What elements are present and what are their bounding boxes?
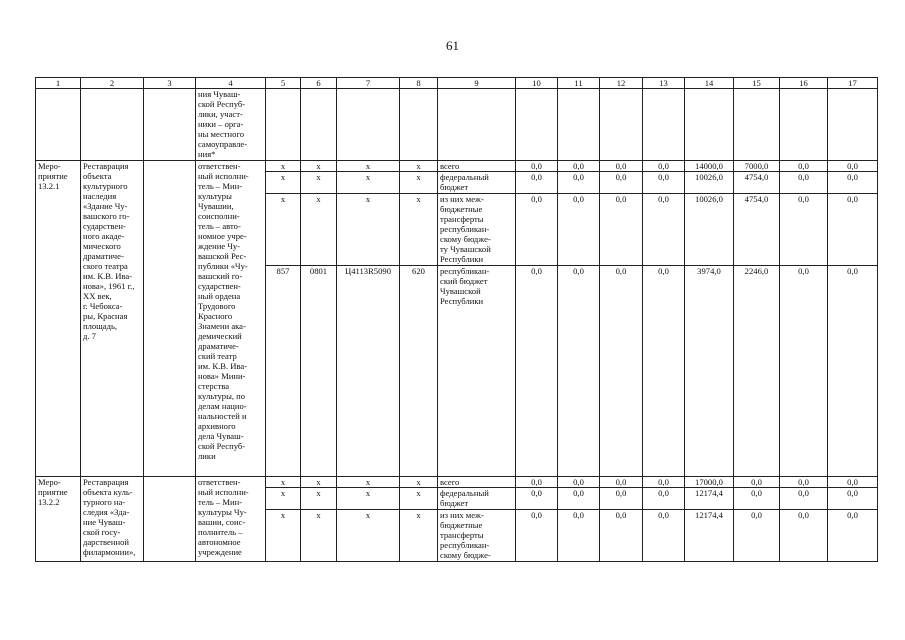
- cell-value: 0,0: [558, 266, 600, 477]
- cell-source: из них меж- бюджетные трансферты республикан- скому бюдже- ту Чувашской Республики: [438, 194, 516, 266]
- cell-source: республикан- ский бюджет Чувашской Республики: [438, 266, 516, 477]
- column-number: 2: [81, 78, 144, 89]
- cell-value: 0,0: [780, 266, 828, 477]
- cell-section: x: [301, 488, 337, 510]
- column-number: 12: [600, 78, 643, 89]
- cell-value: 3974,0: [685, 266, 734, 477]
- cell-value: 0,0: [643, 172, 685, 194]
- cell-value: 0,0: [643, 194, 685, 266]
- cell-section: x: [301, 477, 337, 488]
- cell-value: 0,0: [558, 510, 600, 562]
- cell-value: 0,0: [558, 477, 600, 488]
- cell-value: 0,0: [734, 488, 780, 510]
- column-number: 1: [36, 78, 81, 89]
- cell-value: 4754,0: [734, 172, 780, 194]
- cell-expense-type: x: [400, 161, 438, 172]
- cell-expense-type: 620: [400, 266, 438, 477]
- cell-value: 0,0: [600, 488, 643, 510]
- cell-value: 0,0: [600, 172, 643, 194]
- cell-section: x: [301, 161, 337, 172]
- column-number: 14: [685, 78, 734, 89]
- cell-value: 0,0: [828, 488, 878, 510]
- cell-section: x: [301, 172, 337, 194]
- executor-cell: ответствен- ный исполни- тель – Мин- культуры Чу- вашии, соис- полнитель – автономное учреждение: [196, 477, 266, 562]
- column-number: 6: [301, 78, 337, 89]
- cell-expense-type: x: [400, 194, 438, 266]
- cell-value: 0,0: [558, 172, 600, 194]
- cell-value: 0,0: [734, 510, 780, 562]
- cell-value: 0,0: [643, 488, 685, 510]
- measure-number: Меро- приятие 13.2.2: [36, 477, 81, 562]
- cell-source: всего: [438, 161, 516, 172]
- column-number: 3: [144, 78, 196, 89]
- cell-value: 0,0: [600, 194, 643, 266]
- cell-target: Ц4113R5090: [337, 266, 400, 477]
- cell-value: 0,0: [734, 477, 780, 488]
- cell-grbs: x: [266, 477, 301, 488]
- cell-target: x: [337, 510, 400, 562]
- cell-target: x: [337, 488, 400, 510]
- table-row: [36, 477, 878, 488]
- column-number: 10: [516, 78, 558, 89]
- column-number: 9: [438, 78, 516, 89]
- measure-title: Реставрация объекта куль- турного на- следия «Зда- ние Чуваш- ской госу- дарственной филармонии»,: [81, 477, 144, 562]
- cell-section: x: [301, 194, 337, 266]
- cell-value: 0,0: [643, 161, 685, 172]
- cell-grbs: x: [266, 172, 301, 194]
- cell-value: 17000,0: [685, 477, 734, 488]
- column-number: 11: [558, 78, 600, 89]
- cell-value: 0,0: [643, 477, 685, 488]
- cell-value: 0,0: [828, 172, 878, 194]
- cell-value: 0,0: [600, 161, 643, 172]
- cell-target: x: [337, 194, 400, 266]
- cell-value: 7000,0: [734, 161, 780, 172]
- cell-value: 0,0: [516, 488, 558, 510]
- cell-value: 0,0: [600, 477, 643, 488]
- cell-value: 0,0: [516, 477, 558, 488]
- executor-cell: ния Чуваш- ской Респуб- лики, участ- ники – орга- ны местного самоуправле- ния*: [196, 89, 266, 161]
- cell-value: 0,0: [516, 172, 558, 194]
- cell-grbs: x: [266, 488, 301, 510]
- cell-value: 0,0: [516, 161, 558, 172]
- cell-value: 10026,0: [685, 194, 734, 266]
- cell-value: 0,0: [828, 194, 878, 266]
- column-number: 8: [400, 78, 438, 89]
- cell-value: 0,0: [780, 161, 828, 172]
- cell-value: 0,0: [558, 161, 600, 172]
- cell-value: 4754,0: [734, 194, 780, 266]
- cell-grbs: x: [266, 194, 301, 266]
- cell-value: 0,0: [780, 172, 828, 194]
- cell-section: x: [301, 510, 337, 562]
- cell-expense-type: x: [400, 510, 438, 562]
- budget-table: [35, 77, 878, 562]
- column-number: 5: [266, 78, 301, 89]
- cell-grbs: 857: [266, 266, 301, 477]
- cell-value: 0,0: [558, 488, 600, 510]
- cell-value: 0,0: [516, 194, 558, 266]
- cell-value: 0,0: [780, 477, 828, 488]
- cell-target: x: [337, 477, 400, 488]
- cell-value: 0,0: [828, 510, 878, 562]
- cell-value: 0,0: [828, 161, 878, 172]
- table-row: [36, 161, 878, 172]
- cell-value: 0,0: [600, 266, 643, 477]
- cell-value: 0,0: [643, 510, 685, 562]
- cell-value: 14000,0: [685, 161, 734, 172]
- cell-value: 0,0: [780, 488, 828, 510]
- column-number: 17: [828, 78, 878, 89]
- cell-expense-type: x: [400, 172, 438, 194]
- column-number: 15: [734, 78, 780, 89]
- cell-value: 0,0: [828, 266, 878, 477]
- column-number: 13: [643, 78, 685, 89]
- cell-expense-type: x: [400, 477, 438, 488]
- cell-value: 12174,4: [685, 510, 734, 562]
- cell-expense-type: x: [400, 488, 438, 510]
- column-number-row: [36, 78, 878, 89]
- executor-cell: ответствен- ный исполни- тель – Мин- культуры Чувашии, соисполни- тель – авто- номное учре- ждение Чу- вашской Рес- публики «Чу- вашский го- сударствен- ный ордена Трудового Красного Знамени ака- демический драматиче- ский театр им. К.В. Ива- нова» Мини- стерства культуры, по делам нацио- нальностей и архивного дела Чуваш- ской Респуб- лики: [196, 161, 266, 477]
- cell-grbs: x: [266, 510, 301, 562]
- cell-source: федеральный бюджет: [438, 488, 516, 510]
- cell-target: x: [337, 161, 400, 172]
- cell-value: 0,0: [600, 510, 643, 562]
- cell-value: 12174,4: [685, 488, 734, 510]
- page-number: 61: [446, 38, 459, 53]
- cell-value: 0,0: [780, 194, 828, 266]
- cell-value: 10026,0: [685, 172, 734, 194]
- cell-value: 0,0: [643, 266, 685, 477]
- cell-value: 0,0: [558, 194, 600, 266]
- cell-source: всего: [438, 477, 516, 488]
- column-number: 16: [780, 78, 828, 89]
- column-number: 4: [196, 78, 266, 89]
- column-number: 7: [337, 78, 400, 89]
- cell-target: x: [337, 172, 400, 194]
- cell-source: из них меж- бюджетные трансферты республикан- скому бюдже-: [438, 510, 516, 562]
- continuation-row: [36, 89, 878, 161]
- cell-grbs: x: [266, 161, 301, 172]
- cell-value: 0,0: [780, 510, 828, 562]
- cell-value: 0,0: [828, 477, 878, 488]
- cell-value: 2246,0: [734, 266, 780, 477]
- cell-section: 0801: [301, 266, 337, 477]
- cell-source: федеральный бюджет: [438, 172, 516, 194]
- measure-title: Реставрация объекта культурного наследия «Здание Чу- вашского го- сударствен- ного акаде- мического драматиче- ского театра им. К.В. Ива- нова», 1961 г., XX век, г. Чебокса- ры, Красная площадь, д. 7: [81, 161, 144, 477]
- cell-value: 0,0: [516, 266, 558, 477]
- cell-value: 0,0: [516, 510, 558, 562]
- measure-number: Меро- приятие 13.2.1: [36, 161, 81, 477]
